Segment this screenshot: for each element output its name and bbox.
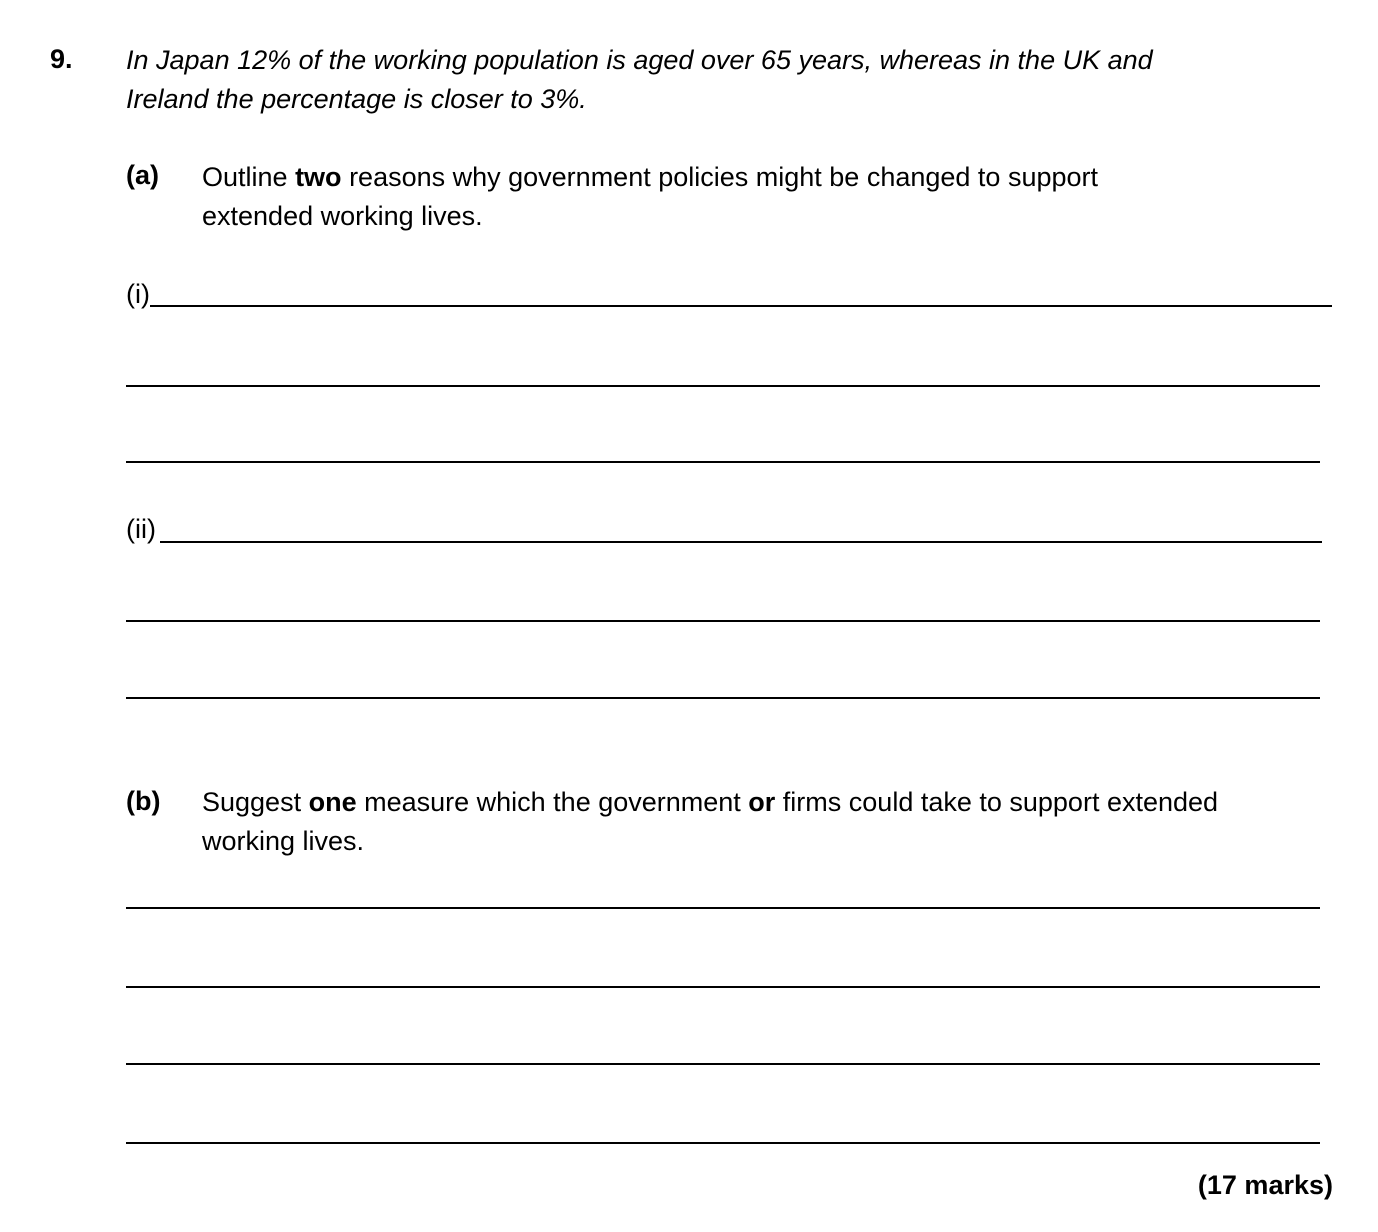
answer-line-b-4[interactable] (126, 1142, 1320, 1144)
answer-line-b-3[interactable] (126, 1063, 1320, 1065)
part-b-text-line-1 (202, 783, 1218, 822)
part-a-text-bold: two (295, 162, 342, 192)
part-a-text-line-1 (202, 158, 1098, 197)
part-b-text-line-2: working lives. (202, 826, 365, 856)
part-b-label: (b) (126, 786, 161, 816)
part-a-label: (a) (126, 160, 159, 190)
question-stem-line-2: Ireland the percentage is closer to 3%. (126, 84, 587, 114)
sub-part-i-label: (i) (126, 279, 150, 309)
part-b-text-post: firms could take to support extended (775, 787, 1219, 817)
sub-part-ii-label: (ii) (126, 514, 156, 544)
answer-line-b-2[interactable] (126, 986, 1320, 988)
answer-line-i-3[interactable] (126, 461, 1320, 463)
answer-line-ii-2[interactable] (126, 620, 1320, 622)
part-b-text-bold-one: one (308, 787, 357, 817)
question-stem-line-1: In Japan 12% of the working population is aged over 65 years, whereas in the UK and (126, 45, 1153, 75)
part-b-text-bold-or: or (748, 787, 776, 817)
question-number: 9. (50, 44, 73, 74)
answer-line-ii-1[interactable] (160, 541, 1322, 543)
part-b-text-mid: measure which the government (356, 787, 749, 817)
part-b-text-pre: Suggest (202, 787, 309, 817)
part-a-text-line-2: extended working lives. (202, 201, 483, 231)
answer-line-b-1[interactable] (126, 907, 1320, 909)
part-a-text-pre: Outline (202, 162, 296, 192)
total-marks: (17 marks) (1197, 1170, 1333, 1200)
answer-line-i-1[interactable] (150, 305, 1332, 307)
part-a-text-post: reasons why government policies might be changed to support (341, 162, 1098, 192)
answer-line-ii-3[interactable] (126, 697, 1320, 699)
answer-line-i-2[interactable] (126, 385, 1320, 387)
